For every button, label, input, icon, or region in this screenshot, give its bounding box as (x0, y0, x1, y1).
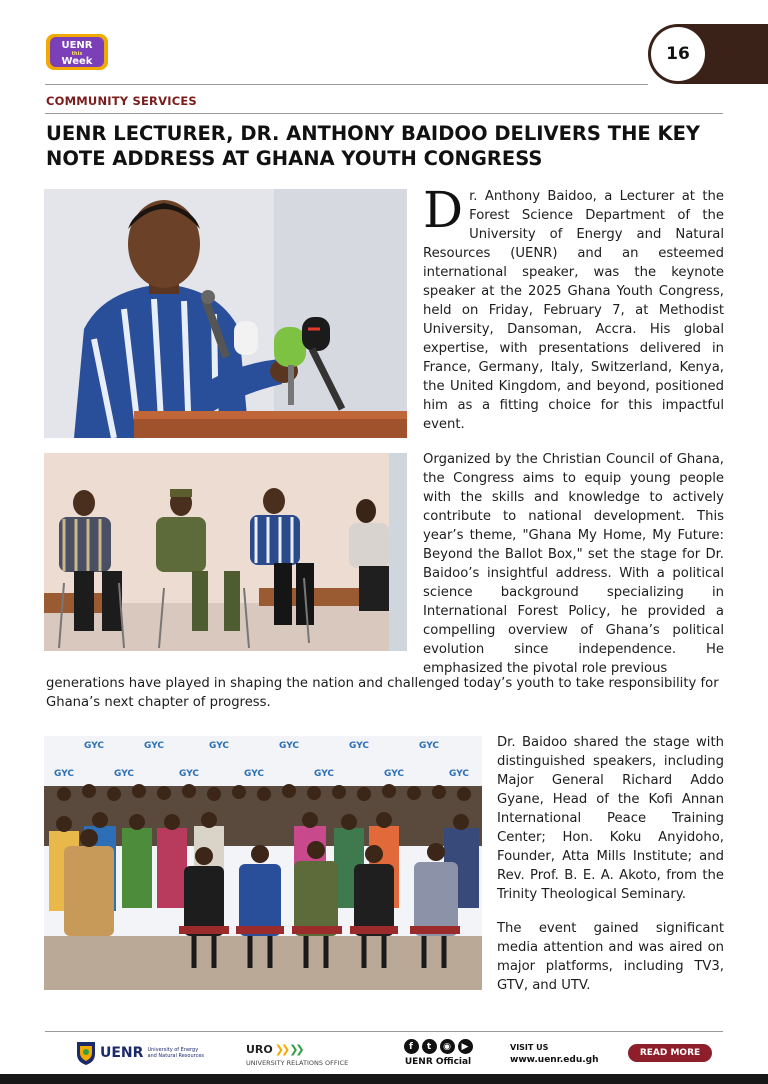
article-paragraph-2-continued: generations have played in shaping the nation and challenged today’s youth to take responsibility for Ghana’s next chapter of progress. (46, 676, 719, 710)
svg-text:GYC: GYC (419, 741, 439, 751)
drop-cap: D (423, 181, 464, 239)
page-number: 16 (651, 27, 705, 81)
panel-speakers-photo (44, 453, 407, 651)
svg-text:GYC: GYC (314, 769, 334, 779)
svg-text:GYC: GYC (114, 769, 134, 779)
svg-text:GYC: GYC (209, 741, 229, 751)
footer-uenr-subtitle: University of Energy and Natural Resources (147, 1047, 204, 1059)
footer-social (398, 1039, 478, 1067)
paragraph-1-text: r. Anthony Baidoo, a Lecturer at the Forest Science Department of the University of Energy and Natural Resources (UENR) and an esteemed international speaker, was the keynote speaker at the 2025 Ghana Youth Congress, held on Friday, February 7, at Methodist University, Dansoman, Accra. His global expertise, with presentations delivered in France, Germany, Italy, Switzerland, Kenya, the United Kingdom, and beyond, positioned him as a fitting choice for this impactful event. (423, 189, 724, 432)
uenr-this-week-logo (44, 30, 110, 74)
twitter-icon[interactable]: t (422, 1039, 437, 1054)
svg-text:GYC: GYC (384, 769, 404, 779)
article-paragraph-4: The event gained significant media attention and was aired on major platforms, including TV3, GTV, and UTV. (497, 921, 724, 993)
section-divider (45, 113, 723, 114)
logo-uenr-text: UENR (61, 40, 93, 51)
svg-text:GYC: GYC (84, 741, 104, 751)
youtube-icon[interactable]: ▶ (458, 1039, 473, 1054)
footer (0, 1036, 768, 1076)
footer-uenr-name: UENR (100, 1045, 144, 1061)
article-paragraph-2: Organized by the Christian Council of Ghana, the Congress aims to equip young people with the skills and knowledge to actively contribute to national development. This year’s theme, "Ghana My Home, My Future: Beyond the Ballot Box," set the stage for Dr. Baidoo’s insightful address. With a political science background specializing in International Forest Policy, he provided a compelling overview of Ghana’s political evolution since independence. He emphasized the pivotal role previous (423, 452, 724, 676)
group-photo (44, 736, 482, 990)
footer-visit (510, 1043, 599, 1065)
article-headline: UENR LECTURER, DR. ANTHONY BAIDOO DELIVERS THE KEY NOTE ADDRESS AT GHANA YOUTH CONGRESS (46, 122, 701, 170)
uro-chevrons-icon: ❯❯ (274, 1043, 288, 1056)
logo-week-text: Week (61, 56, 93, 67)
visit-label: VISIT US (510, 1043, 549, 1052)
social-handle: UENR Official (404, 1057, 472, 1067)
keynote-speaker-photo (44, 189, 407, 438)
footer-uro-subtitle: UNIVERSITY RELATIONS OFFICE (246, 1059, 349, 1067)
svg-text:GYC: GYC (449, 769, 469, 779)
footer-uro-name: URO (246, 1043, 273, 1056)
uenr-crest-icon (76, 1040, 96, 1066)
svg-text:GYC: GYC (244, 769, 264, 779)
uro-chevrons-green-icon: ❯❯ (289, 1043, 302, 1056)
website-link[interactable]: www.uenr.edu.gh (510, 1055, 599, 1065)
read-more-button[interactable]: READ MORE (628, 1044, 712, 1062)
facebook-icon[interactable]: f (404, 1039, 419, 1054)
logo-this-text: this (71, 51, 83, 57)
footer-divider (45, 1031, 723, 1032)
footer-uro-brand (246, 1043, 348, 1067)
svg-text:GYC: GYC (54, 769, 74, 779)
instagram-icon[interactable]: ◉ (440, 1039, 455, 1054)
bottom-bar (0, 1074, 768, 1084)
svg-text:GYC: GYC (279, 741, 299, 751)
article-paragraph-1 (423, 181, 724, 434)
svg-text:GYC: GYC (349, 741, 369, 751)
footer-uenr-brand (76, 1040, 207, 1066)
svg-text:GYC: GYC (144, 741, 164, 751)
svg-text:GYC: GYC (179, 769, 199, 779)
section-label: COMMUNITY SERVICES (46, 94, 197, 108)
header-divider (45, 84, 648, 85)
article-paragraph-3: Dr. Baidoo shared the stage with distinguished speakers, including Major General Richard Addo Gyane, Head of the Kofi Annan International Peace Training Center; Hon. Koku Anyidoho, Founder, Atta Mills Institute; and Rev. Prof. B. E. A. Akoto, from the Trinity Theological Seminary. (497, 735, 724, 902)
